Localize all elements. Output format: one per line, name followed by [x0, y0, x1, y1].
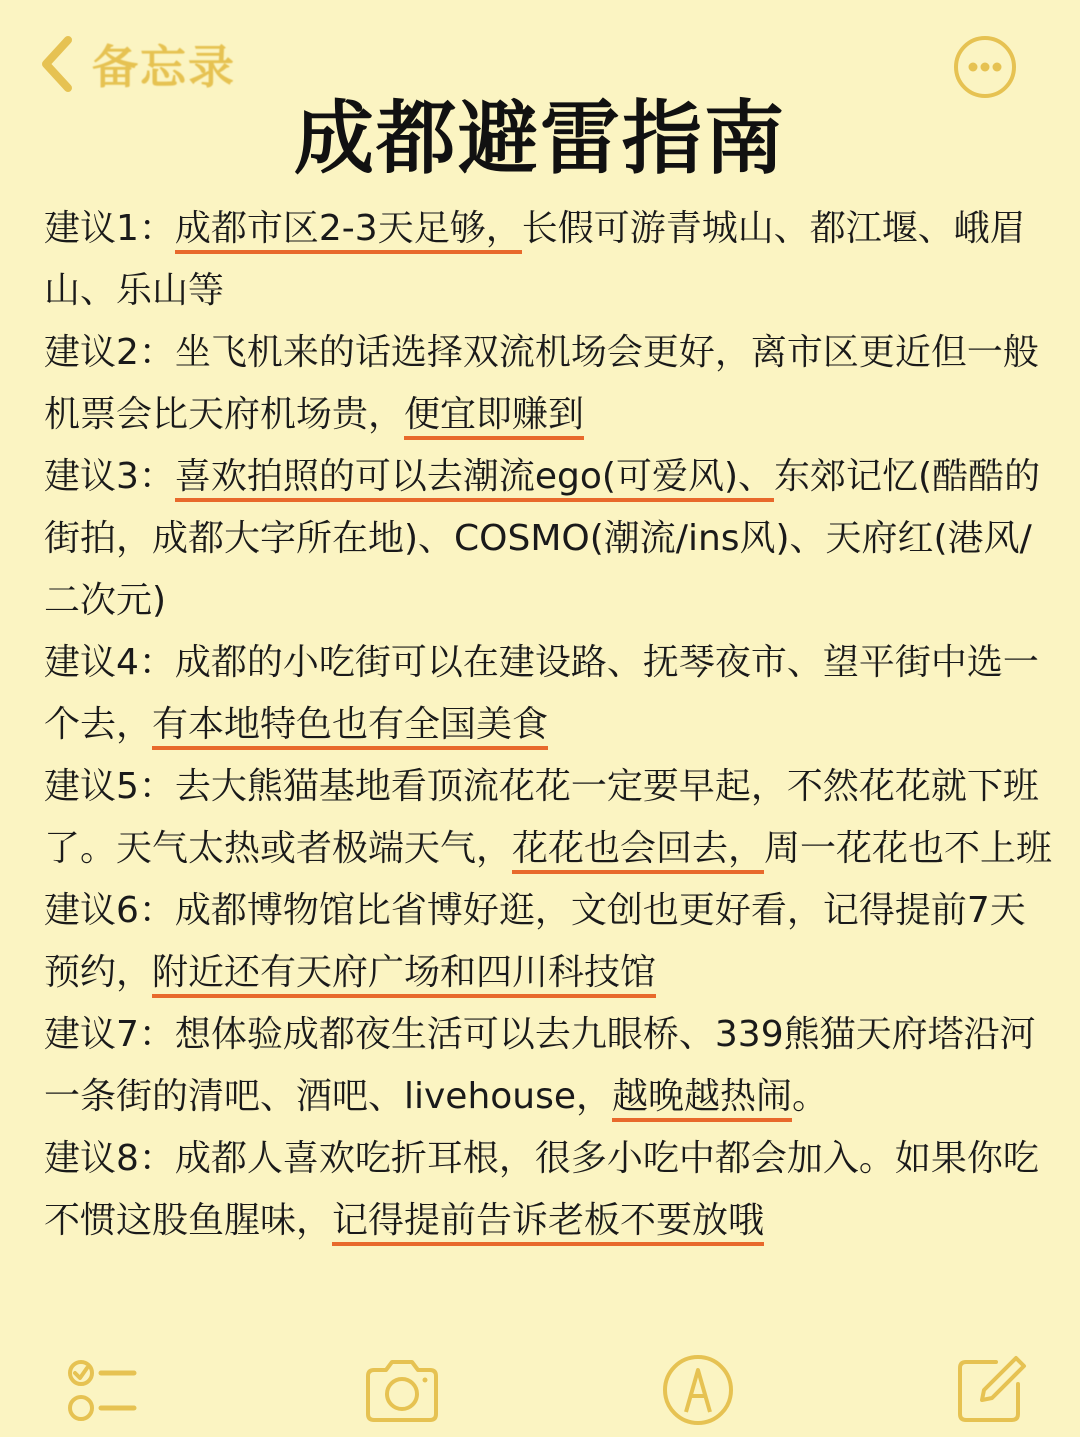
tip-item	[44, 1128, 1054, 1252]
tip-item	[44, 632, 1054, 756]
tip-item	[44, 1004, 1054, 1128]
tip-prefix: 建议7：	[44, 1014, 175, 1055]
tip-prefix: 建议1：	[44, 208, 175, 249]
tip-highlight: 花花也会回去，	[512, 828, 764, 874]
tip-prefix: 建议5：	[44, 766, 175, 807]
checklist-icon	[64, 1350, 144, 1430]
tip-highlight: 附近还有天府广场和四川科技馆	[152, 952, 656, 998]
tip-text: 坐飞机来的话选择双流机场会更好，离市区更近但一般机票会比天府机场贵，	[44, 332, 1039, 435]
note-title: 成都避雷指南	[294, 92, 786, 185]
tip-prefix: 建议8：	[44, 1138, 175, 1179]
tip-text: 去大熊猫基地看顶流花花一定要早起，不然花花就下班了。天气太热或者极端天气，	[44, 766, 1039, 869]
tip-text: 长假可游青城山、都江堰、峨眉山、乐山等	[44, 208, 1026, 311]
tip-text: 成都人喜欢吃折耳根，很多小吃中都会加入。如果你吃不惯这股鱼腥味，	[44, 1138, 1039, 1241]
camera-button[interactable]	[362, 1350, 442, 1430]
checklist-button[interactable]	[64, 1350, 144, 1430]
tip-text: 成都的小吃街可以在建设路、抚琴夜市、望平街中选一个去，	[44, 642, 1039, 745]
tip-item	[44, 756, 1054, 880]
tip-prefix: 建议4：	[44, 642, 175, 683]
tip-text: 东郊记忆(酷酷的街拍，成都大字所在地)、COSMO(潮流/ins风)、天府红(港风/二次元)	[44, 456, 1041, 621]
tip-text: 。	[792, 1076, 829, 1117]
tip-item	[44, 198, 1054, 322]
tip-prefix: 建议3：	[44, 456, 175, 497]
tip-text: 周一花花也不上班	[764, 828, 1053, 869]
note-body[interactable]	[44, 198, 1054, 1252]
tip-item	[44, 880, 1054, 1004]
back-label: 备忘录	[92, 40, 236, 94]
tip-text: 成都博物馆比省博好逛，文创也更好看，记得提前7天预约，	[44, 890, 1026, 993]
bottom-toolbar	[0, 1340, 1080, 1437]
tip-highlight: 有本地特色也有全国美食	[152, 704, 548, 750]
tip-prefix: 建议2：	[44, 332, 175, 373]
pen-markup-icon	[658, 1350, 738, 1430]
markup-button[interactable]	[658, 1350, 738, 1430]
tip-highlight: 记得提前告诉老板不要放哦	[332, 1200, 764, 1246]
tip-highlight: 越晚越热闹	[612, 1076, 792, 1122]
tip-item	[44, 446, 1054, 632]
tip-prefix: 建议6：	[44, 890, 175, 931]
compose-icon	[950, 1350, 1030, 1430]
tip-highlight: 喜欢拍照的可以去潮流ego(可爱风)、	[175, 456, 774, 502]
compose-button[interactable]	[950, 1350, 1030, 1430]
tip-highlight: 成都市区2-3天足够，	[175, 208, 522, 254]
camera-icon	[362, 1350, 442, 1430]
tip-text: 想体验成都夜生活可以去九眼桥、339熊猫天府塔沿河一条街的清吧、酒吧、livehouse，	[44, 1014, 1036, 1117]
tip-item	[44, 322, 1054, 446]
tip-highlight: 便宜即赚到	[404, 394, 584, 440]
